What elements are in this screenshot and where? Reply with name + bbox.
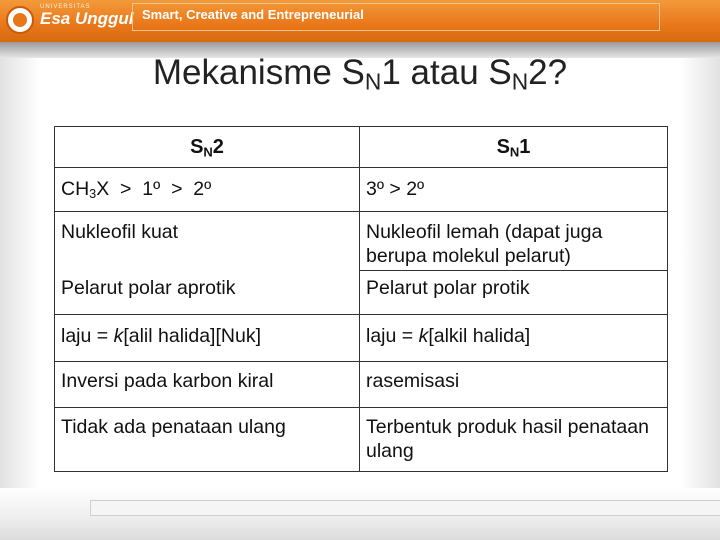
table-row — [55, 362, 668, 408]
header-sn2: $S_N2$ — [55, 127, 360, 168]
header-sn1: $S_N1$ — [360, 127, 668, 168]
cell-solvent-sn1: Pelarut polar protik — [360, 271, 668, 315]
cell-stereo-sn2: Inversi pada karbon kiral — [55, 362, 360, 408]
left-decoration — [0, 58, 40, 488]
table-header-row — [55, 127, 668, 168]
cell-rearrangement-sn1: Terbentuk produk hasil penataan ulang — [360, 408, 668, 472]
cell-nucleophile-sn2: Nukleofil kuat — [55, 212, 360, 271]
slide-title: Mekanisme $S_N1$ atau $S_N2$? — [152, 53, 568, 95]
table-row — [55, 212, 668, 271]
header-bar — [0, 0, 720, 42]
logo-caption: UNIVERSITAS — [40, 4, 91, 10]
comparison-table — [54, 126, 668, 472]
footer-bar — [90, 500, 720, 516]
table-row — [55, 168, 668, 212]
tagline: Smart, Creative and Entrepreneurial — [142, 7, 364, 22]
cell-nucleophile-sn1: Nukleofil lemah (dapat juga berupa molekul pelarut) — [360, 212, 668, 271]
cell-stereo-sn1: rasemisasi — [360, 362, 668, 408]
cell-substrate-sn2: $CH_3X$ > 1º > 2º — [55, 168, 360, 212]
table-row — [55, 408, 668, 472]
table-row — [55, 315, 668, 362]
cell-rate-sn1: laju = k[alkil halida] — [360, 315, 668, 362]
cell-rearrangement-sn2: Tidak ada penataan ulang — [55, 408, 360, 472]
university-logo-icon — [6, 6, 34, 34]
cell-substrate-sn1: 3º > 2º — [360, 168, 668, 212]
cell-solvent-sn2: Pelarut polar aprotik — [55, 271, 360, 315]
right-decoration — [680, 58, 720, 488]
logo-name: Esa Unggul — [40, 9, 134, 28]
cell-rate-sn2: laju = k[alil halida][Nuk] — [55, 315, 360, 362]
table-row — [55, 271, 668, 315]
